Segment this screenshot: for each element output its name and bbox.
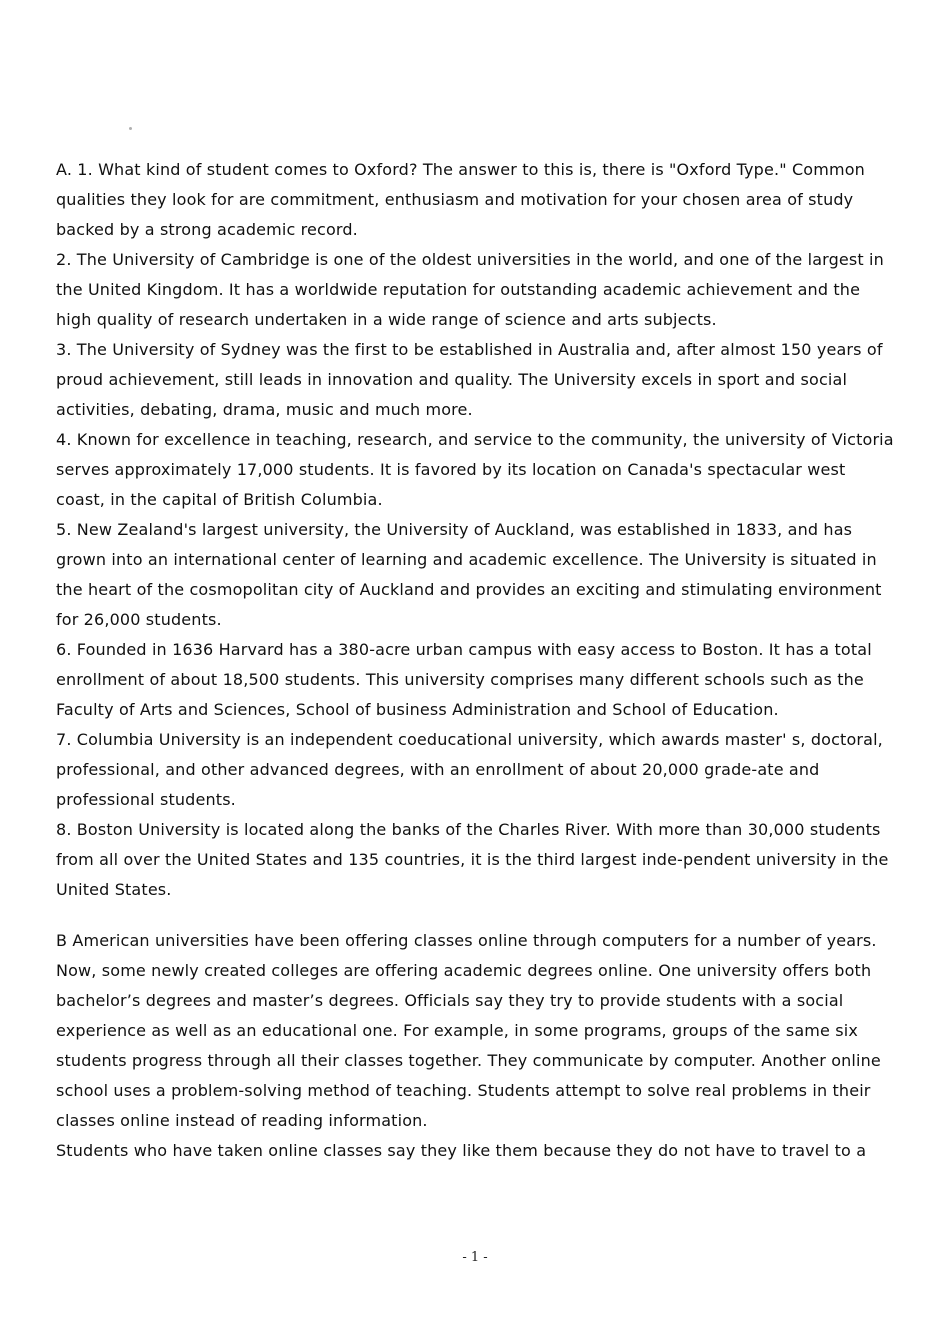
paragraph-victoria: 4. Known for excellence in teaching, research, and service to the community, the university of Victoria serves approximately 17,000 students. It is favored by its location on Canada's spectacular west coast, in the capital of British Columbia. bbox=[56, 430, 894, 509]
paragraph-auckland: 5. New Zealand's largest university, the University of Auckland, was established in 1833, and has grown into an international center of learning and academic excellence. The University is situated in the heart of the cosmopolitan city of Auckland and provides an exciting and stimulating environment for 26,000 students. bbox=[56, 520, 882, 629]
paragraph-columbia: 7. Columbia University is an independent coeducational university, which awards master' s, doctoral, professional, and other advanced degrees, with an enrollment of about 20,000 grade-ate and professional students. bbox=[56, 730, 883, 809]
paragraph-student-opinions: Students who have taken online classes say they like them because they do not have to travel to a bbox=[56, 1141, 867, 1160]
page-number: - 1 - bbox=[462, 1250, 488, 1265]
paragraph-oxford: A. 1. What kind of student comes to Oxford? The answer to this is, there is "Oxford Type." Common qualities they look for are commitment, enthusiasm and motivation for your chosen area of study backed by a strong academic record. bbox=[56, 160, 865, 239]
paragraph-boston: 8. Boston University is located along the banks of the Charles River. With more than 30,000 students from all over the United States and 135 countries, it is the third largest inde-pendent university in the United States. bbox=[56, 820, 889, 899]
paragraph-harvard: 6. Founded in 1636 Harvard has a 380-acre urban campus with easy access to Boston. It has a total enrollment of about 18,500 students. This university comprises many different schools such as the Faculty of Arts and Sciences, School of business Administration and School of Education. bbox=[56, 640, 872, 719]
section-a-university-descriptions bbox=[56, 155, 896, 905]
paragraph-online-degrees: B American universities have been offering classes online through computers for a number of years. Now, some newly created colleges are offering academic degrees online. One university offers both bachelor’s degrees and master’s degrees. Officials say they try to provide students with a social experience as well as an educational one. For example, in some programs, groups of the same six students progress through all their classes together. They communicate by computer. Another online school uses a problem-solving method of teaching. Students attempt to solve real problems in their classes online instead of reading information. bbox=[56, 931, 881, 1130]
paragraph-sydney: 3. The University of Sydney was the first to be established in Australia and, after almost 150 years of proud achievement, still leads in innovation and quality. The University excels in sport and social activities, debating, drama, music and much more. bbox=[56, 340, 883, 419]
decorative-dot bbox=[129, 127, 132, 130]
paragraph-cambridge: 2. The University of Cambridge is one of the oldest universities in the world, and one of the largest in the United Kingdom. It has a worldwide reputation for outstanding academic achievement and the high quality of research undertaken in a wide range of science and arts subjects. bbox=[56, 250, 884, 329]
section-b-online-classes bbox=[56, 926, 896, 1166]
